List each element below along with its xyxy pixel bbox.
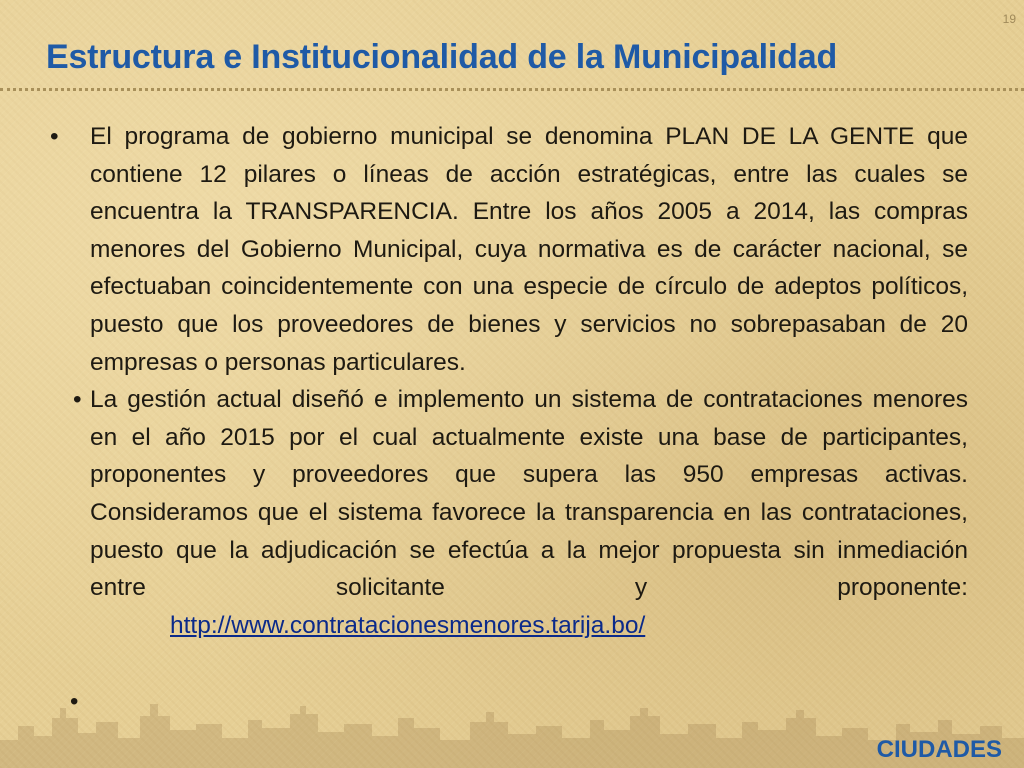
city-skyline-decoration xyxy=(0,678,1024,768)
empty-bullet: • xyxy=(70,688,79,715)
slide-number: 19 xyxy=(1002,12,1016,26)
bullet-item xyxy=(40,381,968,644)
slide-body xyxy=(40,118,968,644)
title-divider xyxy=(0,88,1024,91)
bullet-text: La gestión actual diseñó e implemento un sistema de contrataciones menores en el año 2015 por el cual actualmente existe una base de participantes, proponentes y proveedores que supera las 950 empresas activas. Consideramos que el sistema favorece la transparencia en las contrataciones, puesto que la adjudicación se efectúa a la mejor propuesta sin inmediación entre solicitante y proponente: xyxy=(90,386,968,602)
bullet-item xyxy=(40,118,968,381)
contrataciones-link[interactable]: http://www.contratacionesmenores.tarija.bo/ xyxy=(170,611,646,639)
bullet-marker: • xyxy=(73,386,82,414)
footer-label: CIUDADES xyxy=(876,736,1002,763)
slide-title: Estructura e Institucionalidad de la Municipalidad xyxy=(46,38,838,76)
bullet-marker: • xyxy=(50,123,59,150)
bullet-text: El programa de gobierno municipal se denomina PLAN DE LA GENTE que contiene 12 pilares o líneas de acción estratégicas, entre las cuales se encuentra la TRANSPARENCIA. Entre los años 2005 a 2014, las compras menores del Gobierno Municipal, cuya normativa es de carácter nacional, se efectuaban coincidentemente con una especie de círculo de adeptos políticos, puesto que los proveedores de bienes y servicios no sobrepasaban de 20 empresas o personas particulares. xyxy=(90,123,968,376)
